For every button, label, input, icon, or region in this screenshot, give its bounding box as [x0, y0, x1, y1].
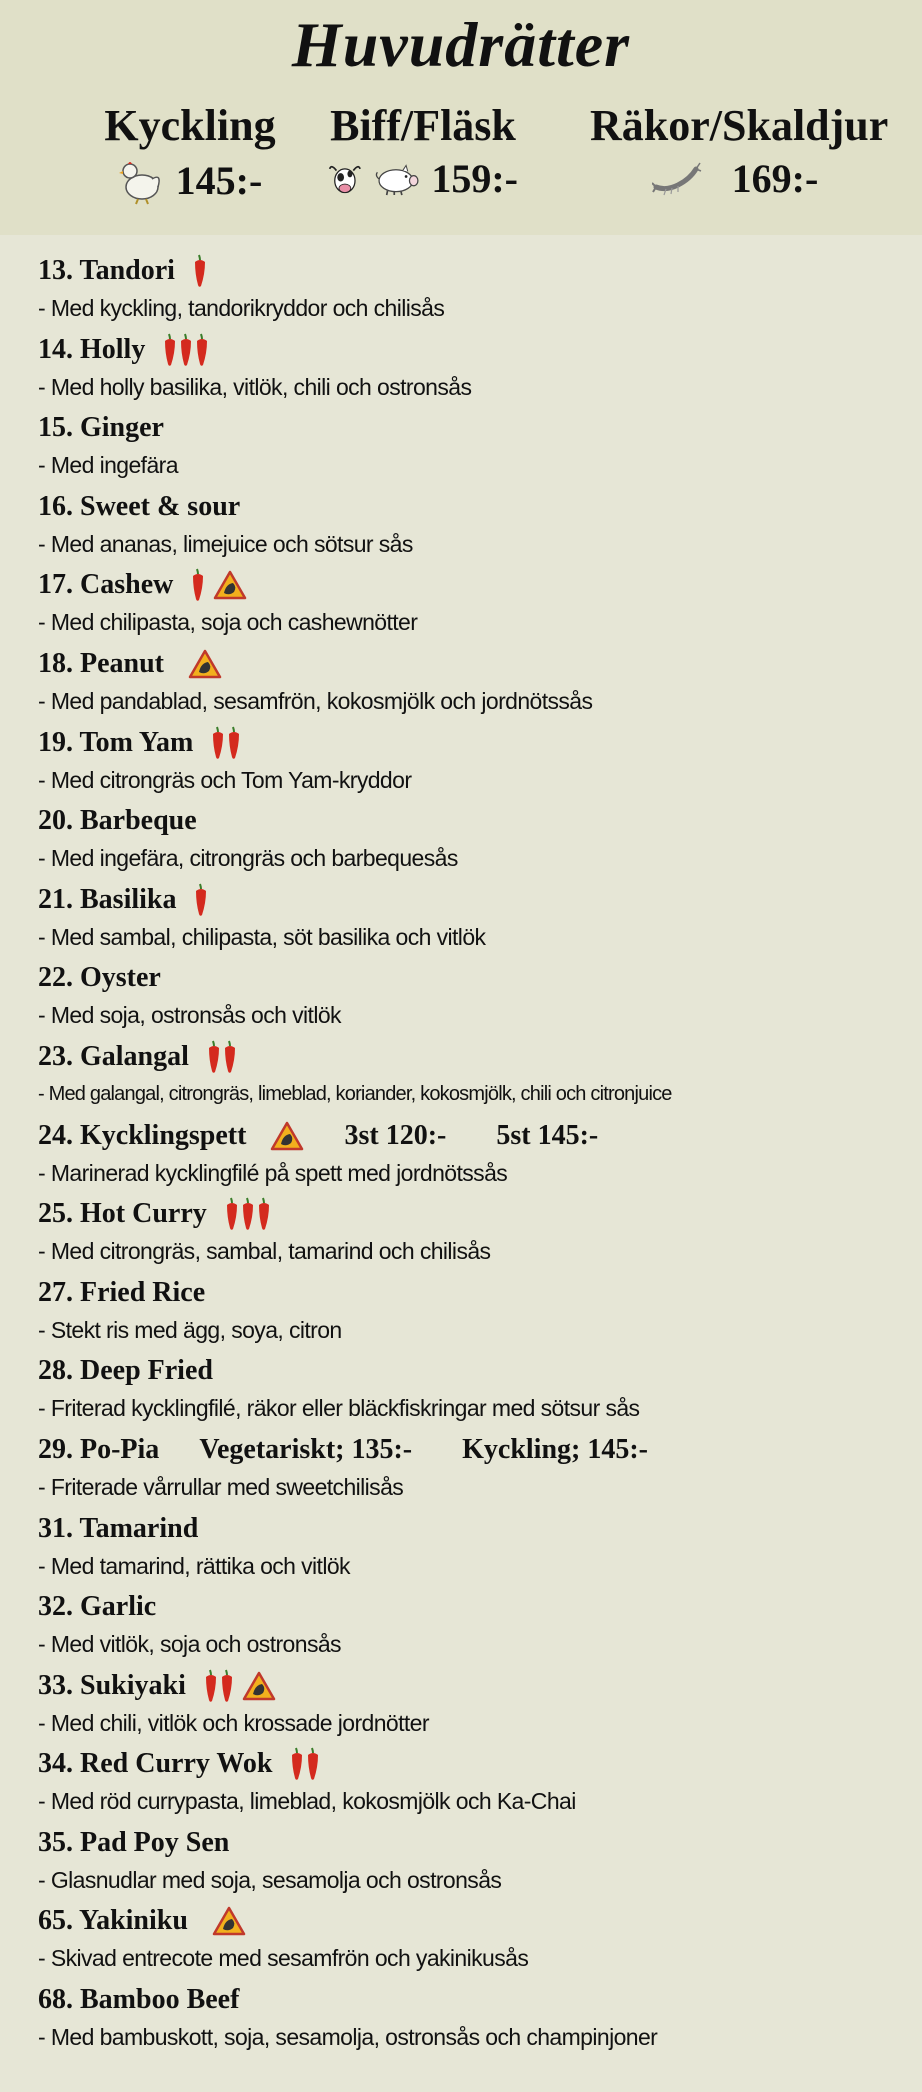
menu-item-icons	[225, 1197, 271, 1231]
menu-item-icons	[206, 1906, 246, 1936]
menu-item-icons	[182, 649, 222, 679]
shrimp-icon	[652, 161, 702, 197]
menu-item	[38, 1588, 908, 1667]
menu-item-description: - Med tamarind, rättika och vitlök	[38, 1552, 350, 1579]
menu-item-title: 68. Bamboo Beef	[38, 1984, 240, 2016]
menu-item-title: 31. Tamarind	[38, 1512, 199, 1544]
menu-item	[38, 959, 908, 1038]
menu-item	[38, 252, 908, 331]
menu-item-description: - Med soja, ostronsås och vitlök	[38, 1002, 341, 1029]
chili-icon	[195, 333, 209, 367]
menu-item	[38, 1431, 908, 1510]
menu-item-header	[38, 1824, 908, 1862]
menu-item-header	[38, 566, 908, 604]
chili-icon	[220, 1669, 234, 1703]
menu-item-header	[38, 488, 908, 526]
menu-item	[38, 1824, 908, 1903]
menu-item-header	[38, 1352, 908, 1390]
menu-item-header	[38, 802, 908, 840]
menu-item-title: 14. Holly	[38, 333, 146, 365]
menu-item-icons	[290, 1747, 320, 1781]
menu-item-header	[38, 1274, 908, 1312]
chili-icon	[227, 726, 241, 760]
menu-item	[38, 488, 908, 567]
nut-warning-icon	[213, 570, 247, 600]
menu-item	[38, 566, 908, 645]
menu-item-description: - Glasnudlar med soja, sesamolja och ostronsås	[38, 1866, 502, 1893]
menu-item-title: 19. Tom Yam	[38, 726, 194, 758]
menu-item-title: 32. Garlic	[38, 1591, 157, 1623]
nut-warning-icon	[188, 649, 222, 679]
menu-item-title: 25. Hot Curry	[38, 1198, 207, 1230]
menu-item	[38, 881, 908, 960]
menu-item	[38, 1195, 908, 1274]
menu-item-header	[38, 724, 908, 762]
menu-item-title: 17. Cashew	[38, 569, 174, 601]
menu-item-description: - Med ingefära	[38, 452, 178, 479]
page-title: Huvudrätter	[291, 9, 631, 80]
menu-item-header	[38, 881, 908, 919]
menu-item-header	[38, 1117, 908, 1155]
menu-item-description: - Med citrongräs, sambal, tamarind och chilisås	[38, 1238, 491, 1265]
menu-item-icons	[191, 568, 247, 602]
menu-item-title: 16. Sweet & sour	[38, 490, 241, 522]
menu-item-title: 24. Kycklingspett	[38, 1119, 247, 1151]
menu-item-price-option: Vegetariskt; 135:-	[199, 1433, 413, 1465]
category-name: Räkor/Skaldjur	[590, 101, 889, 150]
menu-item-icons	[207, 1040, 237, 1074]
menu-item-title: 22. Oyster	[38, 962, 161, 994]
menu-item-description: - Skivad entrecote med sesamfrön och yakinikusås	[38, 1945, 529, 1972]
chili-icon	[241, 1197, 255, 1231]
menu-item-icons	[264, 1121, 304, 1151]
menu-item-title: 35. Pad Poy Sen	[38, 1826, 230, 1858]
category-biff-flask	[328, 100, 518, 202]
menu-item-title: 13. Tandori	[38, 255, 175, 286]
chili-icon	[225, 1197, 239, 1231]
category-name: Kyckling	[104, 101, 276, 150]
nut-warning-icon	[242, 1671, 276, 1701]
menu-item	[38, 1667, 908, 1746]
menu-item-header	[38, 959, 908, 997]
chili-icon	[207, 1040, 221, 1074]
menu-item-description: - Med kyckling, tandorikryddor och chilisås	[38, 295, 445, 321]
menu-item-description: - Med pandablad, sesamfrön, kokosmjölk och jordnötssås	[38, 687, 593, 714]
menu-item	[38, 1745, 908, 1824]
menu-item-header	[38, 1902, 908, 1940]
menu-item-icons	[194, 883, 208, 917]
menu-item-description: - Stekt ris med ägg, soya, citron	[38, 1316, 342, 1343]
cow-icon	[328, 157, 362, 201]
menu-item-title: 65. Yakiniku	[38, 1905, 188, 1937]
category-kyckling	[90, 100, 290, 205]
menu-item-title: 29. Po-Pia	[38, 1433, 160, 1465]
menu-item	[38, 1902, 908, 1981]
menu-item	[38, 1038, 908, 1117]
menu-item-description: - Med röd currypasta, limeblad, kokosmjölk och Ka-Chai	[38, 1788, 576, 1815]
menu-item-title: 34. Red Curry Wok	[38, 1748, 273, 1780]
nut-warning-icon	[212, 1906, 246, 1936]
menu-item-title: 18. Peanut	[38, 647, 164, 679]
category-rakor-skaldjur	[590, 100, 889, 202]
menu-item-description: - Friterade vårrullar med sweetchilisås	[38, 1473, 404, 1500]
menu-item-header	[38, 1745, 908, 1783]
menu-item-header	[38, 1667, 908, 1705]
menu-item-header	[38, 252, 908, 290]
chili-icon	[179, 333, 193, 367]
menu-item-header	[38, 1981, 908, 2019]
menu-item-description: - Med ingefära, citrongräs och barbequesås	[38, 845, 458, 872]
menu-item-icons	[204, 1669, 276, 1703]
menu-item	[38, 331, 908, 410]
pig-icon	[374, 159, 420, 199]
menu-item-header	[38, 409, 908, 447]
menu-item-icons	[211, 726, 241, 760]
menu-item	[38, 1117, 908, 1196]
menu-item	[38, 409, 908, 488]
menu-item-title: 33. Sukiyaki	[38, 1669, 186, 1701]
menu-item-description: - Med ananas, limejuice och sötsur sås	[38, 530, 413, 557]
menu-item	[38, 1981, 908, 2060]
chili-icon	[204, 1669, 218, 1703]
category-price: 169:-	[731, 156, 819, 201]
menu-item-price-option: 3st 120:-	[344, 1119, 447, 1151]
menu-item-header	[38, 1510, 908, 1548]
menu-item-header	[38, 331, 908, 369]
menu-item-header	[38, 1431, 908, 1469]
menu-item-title: 21. Basilika	[38, 883, 177, 915]
chili-icon	[211, 726, 225, 760]
menu-item-description: - Friterad kycklingfilé, räkor eller bläckfiskringar med sötsur sås	[38, 1395, 640, 1422]
chili-icon	[191, 568, 205, 602]
chili-icon	[223, 1040, 237, 1074]
menu-item-icons	[163, 333, 209, 367]
menu-item-description: - Med holly basilika, vitlök, chili och ostronsås	[38, 373, 472, 400]
chili-icon	[306, 1747, 320, 1781]
menu-item-description: - Med chili, vitlök och krossade jordnötter	[38, 1709, 429, 1736]
menu-item-header	[38, 1195, 908, 1233]
menu-item	[38, 1352, 908, 1431]
menu-item-description: - Med chilipasta, soja och cashewnötter	[38, 609, 418, 636]
menu-item-title: 28. Deep Fried	[38, 1355, 213, 1387]
chicken-icon	[118, 155, 164, 205]
menu-item-description: - Med sambal, chilipasta, söt basilika och vitlök	[38, 923, 486, 950]
chili-icon	[193, 254, 207, 288]
chili-icon	[257, 1197, 271, 1231]
menu-item-price-option: Kyckling; 145:-	[462, 1433, 649, 1465]
menu-header	[0, 0, 922, 235]
menu-item-title: 20. Barbeque	[38, 805, 197, 837]
menu-item	[38, 645, 908, 724]
menu-item-title: 15. Ginger	[38, 412, 164, 444]
menu-item-list	[38, 252, 908, 2060]
chili-icon	[163, 333, 177, 367]
category-name: Biff/Fläsk	[330, 101, 516, 150]
menu-item-description: - Med galangal, citrongräs, limeblad, koriander, kokosmjölk, chili och citronjuice	[38, 1082, 672, 1105]
menu-item-header	[38, 645, 908, 683]
menu-item	[38, 802, 908, 881]
category-price: 159:-	[431, 156, 518, 201]
menu-item-title: 27. Fried Rice	[38, 1276, 206, 1308]
menu-item	[38, 1274, 908, 1353]
chili-icon	[194, 883, 208, 917]
menu-item-price-option: 5st 145:-	[496, 1119, 599, 1151]
menu-item-header	[38, 1588, 908, 1626]
menu-item	[38, 724, 908, 803]
menu-item	[38, 1510, 908, 1589]
nut-warning-icon	[270, 1121, 304, 1151]
chili-icon	[290, 1747, 304, 1781]
menu-item-description: - Marinerad kycklingfilé på spett med jordnötssås	[38, 1159, 508, 1186]
menu-item-title: 23. Galangal	[38, 1040, 189, 1072]
menu-item-description: - Med citrongräs och Tom Yam-kryddor	[38, 766, 412, 793]
menu-item-header	[38, 1038, 908, 1076]
menu-item-description: - Med vitlök, soja och ostronsås	[38, 1631, 341, 1658]
category-price: 145:-	[175, 157, 263, 203]
menu-item-icons	[193, 254, 207, 288]
menu-item-description: - Med bambuskott, soja, sesamolja, ostronsås och champinjoner	[38, 2024, 658, 2051]
